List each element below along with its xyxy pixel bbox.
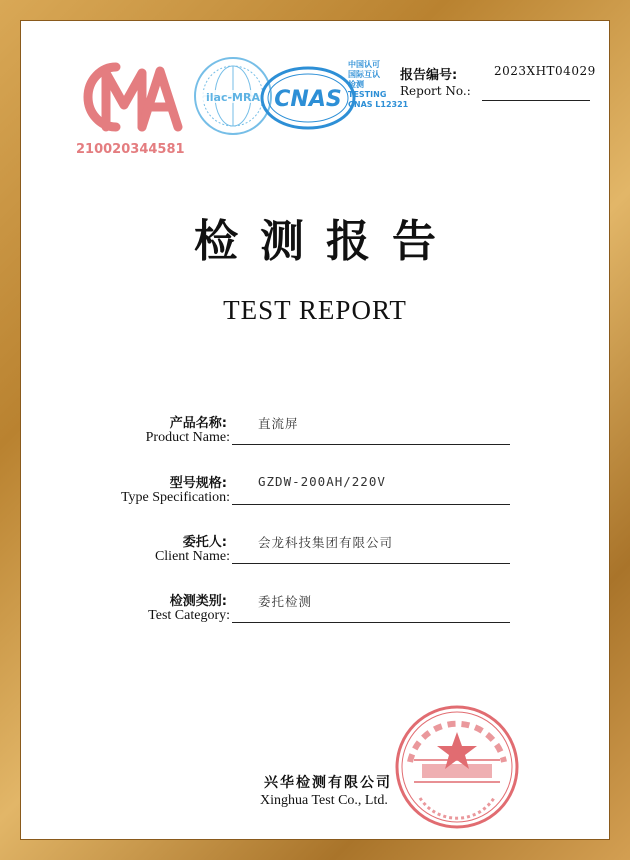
report-no-label-en: Report No.:	[400, 84, 471, 98]
field-label-en: Product Name:	[145, 430, 230, 445]
svg-text:CNAS: CNAS	[274, 87, 342, 112]
report-no-underline	[482, 100, 590, 101]
company-name-en: Xinghua Test Co., Ltd.	[260, 793, 388, 808]
field-underline	[232, 622, 510, 623]
field-client-name	[20, 531, 610, 581]
cnas-line: 检测	[348, 80, 364, 89]
company-name-cn: 兴华检测有限公司	[264, 775, 392, 791]
certificate-page	[20, 20, 610, 840]
cnas-caption	[348, 60, 408, 110]
field-value: 直流屏	[258, 416, 299, 431]
field-label-cn: 委托人:	[182, 535, 227, 550]
field-value: 委托检测	[258, 594, 313, 609]
field-label-en: Client Name:	[154, 549, 230, 564]
field-label-cn: 检测类别:	[169, 594, 227, 609]
field-label-en: Type Specification:	[120, 490, 230, 505]
field-product-name	[20, 412, 610, 462]
cnas-line: 国际互认	[348, 70, 380, 79]
field-underline	[232, 563, 510, 564]
company-seal-stamp	[392, 702, 522, 832]
cnas-line: CNAS L12321	[348, 100, 409, 109]
report-no-value: 2023XHT04029	[494, 64, 596, 78]
report-no-label-cn: 报告编号:	[400, 68, 458, 83]
report-title-en: TEST REPORT	[223, 295, 407, 325]
field-label-cn: 型号规格:	[169, 476, 227, 491]
field-underline	[232, 504, 510, 505]
field-type-specification	[20, 472, 610, 522]
cnas-line: TESTING	[348, 90, 387, 99]
cnas-line: 中国认可	[348, 60, 380, 69]
field-label-en: Test Category:	[148, 608, 230, 623]
field-value: GZDW-200AH/220V	[258, 474, 386, 489]
field-label-cn: 产品名称:	[169, 416, 227, 431]
field-test-category	[20, 590, 610, 640]
svg-text:ilac-MRA: ilac-MRA	[206, 91, 260, 104]
field-value: 会龙科技集团有限公司	[258, 535, 394, 550]
cma-logo	[72, 55, 192, 165]
field-underline	[232, 444, 510, 445]
report-title-cn: 检测报告	[194, 216, 458, 267]
cma-number: 210020344581	[76, 142, 185, 157]
